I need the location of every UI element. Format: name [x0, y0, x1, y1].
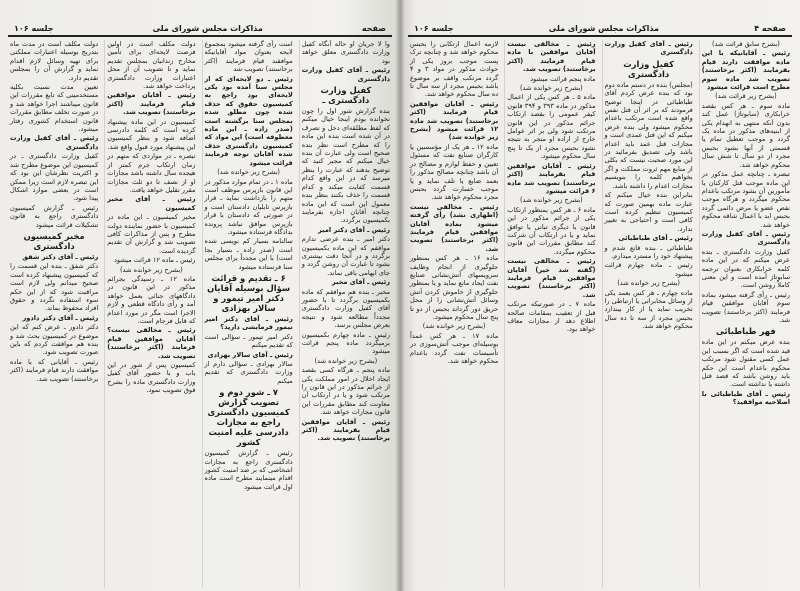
publication-title: مذاکرات مجلس شورای ملی — [548, 24, 659, 33]
reading-note: (بشرح زیر خوانده شد) — [314, 356, 378, 365]
session-number: جلسه ۱۰۶ — [14, 24, 54, 33]
speaker-paragraph: رئیس ـ آقایان موافقین قیام فرمایند (اکثر برخاستند) تصویب شد. — [107, 91, 196, 117]
text-column — [104, 40, 197, 588]
paragraph: طباطبائی ـ بنده قانع شدم و پیشنهاد خود را مسترد میدارم. — [604, 243, 693, 260]
speaker-paragraph: رئیس ـ مخالفی نیست آقایان موافقین با ماده قیام فرمایند (اکثر برخاستند) تصویب شد. — [507, 40, 596, 74]
section-heading: فهر طباطبائی — [716, 326, 776, 337]
paragraph: رئیس ـ گزارش کمیسیون دادگستری راجع به مجازات اشخاصی که بر ضد امنیت کشور اقدام مینمایند مطرح است ماده اول قرائت میشود — [204, 449, 293, 491]
paragraph: کمیسیون در این ماده پیشنهاد کرده است که کلمه دادرسی اضافه شود و بنظر کمیسیون این پیشنهاد مورد قبول واقع شد. — [107, 117, 196, 151]
paragraph: رئیس ـ گزارش کمیسیون دادگستری راجع به قانون تشکیلات قرائت میشود — [10, 203, 99, 229]
paragraph: کمیسیون پس از شور در این باب و با حضور آقای کفیل وزارت دادگستری ماده را بشرح فوق تصویب نمود. — [107, 361, 196, 395]
paragraph: تبصره ـ در مواردی که متهم در زمان ارتکاب جرم کمتر از هیجده سال داشته باشد مجازات او از نصف تا دو ثلث مجازات مقرر تقلیل خواهد یافت. — [107, 152, 196, 194]
section-heading: ۷ ـ شور دوم و تصویب گزارش کمیسیون دادگستری راجع به مجازات دادرسی علیه امنیت کشور — [207, 387, 290, 448]
speaker-paragraph: رئیس ـ آقای کفیل وزارت دادگستری — [701, 229, 790, 247]
speaker-paragraph: رئیس ـ مخالفی نیست؟ آقایان موافقین قیام فرمایند (اکثر برخاستند) تصویب شد. — [107, 326, 196, 360]
speaker-paragraph: رئیس ـ آقایان موافقین قیام فرمایند (اکثر برخاستند) تصویب شد ماده ۱۲ قرائت میشود (بشرح زیر خوانده شد) — [410, 99, 499, 142]
paragraph: دولت مکلف است در اولین فرصت لایحه‌ای برای تأمین مخارج زندانیان بمجلس تقدیم نماید و تا تصویب آن از محل اعتبارات وزارت دادگستری پرداخت خواهد شد. — [107, 40, 196, 91]
paragraph: تبصره ـ چنانچه عمل مذکور در این ماده موجب قتل کارکنان یا مأمورین آن بشود مرتکب باعدام محکوم میگردد و هرگاه موجب نقص عضو یا مرض دائمی گردد بحبس ابد با اعمال شاقه محکوم خواهد شد. — [701, 170, 790, 229]
reading-note: (بشرح زیر خوانده شد) — [519, 196, 583, 205]
paragraph: لازمه اعمال ارتکابی را بحبس محکوم خواهد شد و چنانچه ترک پست موجب بروز یکی از حوادث مذکور در مواد ۳ و ۴ گردد مرتکب واقف بر موضوع باشد بحبس مجرد از سه سال تا ده سال محکوم خواهد شد. — [410, 40, 499, 99]
reading-note: (بشرح زیر قرائت شد) — [715, 92, 777, 101]
speaker-paragraph: رئیس ـ آقای کفیل وزارت دادگستری — [301, 66, 390, 83]
page-fold — [396, 0, 404, 591]
reading-note: (بشرح زیر خوانده شد) — [617, 279, 680, 288]
paragraph: ماده پنجم ـ هرگاه کسی بقصد ایجاد اخلال در امور مملکت یکی از جرائم مذکور در این قانون را مرتکب شود و یا در ارتکاب آن معاونت کند مطابق مقررات این قانون مجازات خواهد شد. — [301, 366, 390, 417]
paragraph: (مجلس) بنده در دستم ماده دوم بود که بنده عرض کردم آقای طباطبائی در اینجا توضیح فرمودند که بر اثر آن قتل نفس واقع شده است مرتکب باعدام محکوم میشود ولی بنده عرض میکنم که این قتل عمدی است و مجازات قتل عمد باید اعدام باشد ولی تصدیق بفرمائید در این مورد صحبت نیست که بکلی از منابع مهم ثروت مملکت و اگر بخواهیم کلمه را بنویسیم مجازات اعدام را داشته باشد. — [604, 80, 693, 190]
speaker-paragraph: رئیس ـ آقایان موافقین قیام بفرمایند (اکثر برخاستند) تصویب شد ماده ۶ قرائت میشود — [507, 161, 596, 195]
paragraph: رئیس ـ ماده چهارم قرائت میشود — [604, 261, 693, 278]
section-heading: کفیل وزارت دادگستری — [623, 58, 675, 79]
speaker-paragraph: رئیس ـ مخالفی نیست (گفته شد خیر) آقایان موافقین قیام فرمایند (اکثر برخاستند) تصویب شد. — [507, 257, 596, 299]
text-columns — [8, 40, 392, 588]
page-number: صفحه ۴ — [754, 24, 786, 33]
text-column — [699, 40, 792, 588]
paragraph: دولت مکلف است در مدت ماه بتدریج بوسیله اعتبارات مملکتی برای تهیه وسائل لازم اقدام نماید و گزارش آن را بمجلس تقدیم دارد. — [10, 40, 99, 82]
paragraph: است رأی گرفته میشود بمجموع لایحه بعنوان مواد آقایانیکه موافقند قیام فرمایند (اکثر برخاستند) تصویب شد — [204, 40, 293, 74]
paragraph: سالار بهزادی ـ سؤالی دارم از وزارت دادگستری که تقدیم میکنم — [204, 360, 293, 385]
paragraph: رئیس ـ ماده ۱۲ قرائت میشود — [113, 256, 196, 265]
speaker-paragraph: رئیس ـ آقای طباطبائی با اصلاحیه موافقید؟ — [701, 389, 790, 407]
paragraph: تعیین مدت نسبت بکلیه مستخدمینی که تابع مقررات این قانون میباشند اجرا خواهد شد و در صورت تخلف مطابق مقررات قانون استخدام کشوری رفتار میشود. — [10, 83, 99, 134]
speaker-paragraph: رئیس ـ آقای طباطبائی — [618, 234, 693, 243]
page-header — [408, 22, 792, 37]
section-heading: ۶ ـ تقدیم و قرائت سؤال بوسیله آقایان دکتر امیر تیمور و سالار بهزادی — [207, 272, 291, 313]
paragraph: ماده ۱۷ ـ هر کس عمداً بوسیله‌ای موجب آتش‌سوزی در تأسیسات نفت گردد باعدام محکوم خواهد شد. — [410, 331, 499, 366]
reading-note: (بشرح زیر خوانده شد) — [422, 322, 486, 331]
paragraph: دکتر شفق ـ بنده این قسمت را که کمیسیون پیشنهاد کرده است صحیح میدانم ولی لازم است مراقبت شود که از این حکم سوء استفاده نگردد و حقوق افراد محفوظ بماند. — [10, 262, 99, 313]
speaker-paragraph: رئیس ـ آقای مخبر — [331, 278, 390, 287]
text-column — [202, 40, 295, 588]
section-heading: کفیل وزارت دادگستری ـ — [320, 85, 372, 106]
paragraph: دکتر امیر ـ بنده عرضی ندارم موافقم که این ماده بکمیسیون برگردد و در آنجا دقت بیشتری بشود تا عبارت آن روشن گردد و جای ابهامی باقی نماند. — [301, 235, 390, 277]
paragraph: ماده ۱ ـ در تمام موارد مذکور در این قانون بازپرس موظف است متهم را بازداشت نماید ـ قرار بازپرس تابلیان دادستان است و در صورتی که دادستان با قرار بازپرس موافق نباشد پرونده بدادگاه فرستاده میشود. — [204, 177, 293, 236]
text-column — [602, 40, 695, 588]
text-column — [408, 40, 500, 588]
paragraph: رئیس ـ آقایانی که با ماده موافقت دارند قیام فرمایند (اکثر برخاستند) تصویب شد. — [10, 357, 99, 383]
paragraph: مخبر کمیسیون ـ این ماده در کمیسیون با حضور نماینده دولت مطرح و پس از مذاکرات کافی تصویب شد و گزارش آن تقدیم گردیده است. — [107, 213, 196, 255]
paragraph: ماده ۶ ـ هر کس بمنظور ارتکاب یکی از جرائم مذکور در این قانون با دیگری تبانی یا توافق نماید و یا در ارتکاب آن شرکت کند مطابق مقررات این قانون محکوم میگردد. — [507, 205, 596, 256]
paragraph: ماده ۱۶ ـ هر کس بمنظور جلوگیری از انجام وظایف سرویسهای آتش‌نشانی صنایع نفت ایجاد مانع نماید و یا بمنظور جلوگیری از خاموش کردن آتش وسائل آتش‌نشانی را از محل حریق دور گرداند بحبس از دو تا پنج سال محکوم میشود. — [410, 254, 499, 321]
text-columns — [408, 40, 792, 588]
speaker-paragraph: رئیس ـ آقای کفیل وزارت دادگستری — [604, 40, 693, 57]
speaker-paragraph: رئیس ـ آقایانیکه با این ماده موافقت دارند قیام بفرمایند (اکثر برخاستند) تصویب شد ماده سوم مطرح است قرائت میشود — [701, 49, 790, 92]
paragraph: رئیس ـ ماده چهارم بکمیسیون برمیگردد ماده پنجم قرائت میشود — [301, 330, 390, 356]
paragraph: دکتر دادور ـ عرض کنم که این موضوع در کمیسیون بحث شد و بنده هم موافقت کردم که باین صورت تصویب شود. — [10, 323, 99, 357]
paragraph: بنابراین بنده خیال میکنم که عبارت ماده بهمین صورت که کمیسیون تنظیم کرده است کافی است و احتیاجی به تغییر ندارد. — [604, 191, 693, 233]
speaker-paragraph: رئیس ـ آقای دکتر دادور — [22, 313, 99, 322]
paragraph: ماده ۱۲ ـ هر یک از مؤسسین یا کارگران صنایع نفت که مسئول تعیین و حفظ لوازم و مصالح در آن باشد چنانچه مصالح مذکور را بعمد ضایع یا تلف نماید و یا موجب خسارت گردد بحبس مجرد محکوم خواهد شد. — [410, 142, 499, 202]
paragraph: کفیل وزارت دادگستری ـ در کمیسیون این موضوع مطرح شد و اکثریت نظرشان این بود که این تبصره لازم است زیرا ممکن است در بعضی موارد اشکال پیدا شود. — [10, 152, 99, 203]
paragraph: ماده پنجم قرائت میشود — [530, 74, 596, 83]
paragraph: دکتر امیر تیمور ـ سؤالی است که تقدیم میکنم — [204, 332, 293, 350]
paragraph: رئیس ـ رأی گرفته میشود بماده سوم آقایان موافقین قیام فرمایند (اکثر برخاستند) تصویب شد. — [701, 290, 790, 324]
speaker-paragraph: رئیس ـ آقای دکتر شفق — [22, 252, 99, 261]
text-column — [299, 40, 392, 588]
right-page — [400, 0, 800, 591]
page-label: صفحه — [361, 24, 386, 33]
speaker-paragraph: رئیس ـ آقای کفیل وزارت دادگستری — [10, 134, 99, 151]
speaker-paragraph: رئیس ـ آقای دکتر امیر — [318, 225, 390, 234]
speaker-paragraph: رئیس ـ آقای مخبر کمیسیون — [107, 195, 196, 212]
paragraph: ماده سوم ـ هر کس بقصد خرابکاری (سابوتاژ) عمل کند بدون آنکه منتهی به انهدام یکی از ابنیه‌های مذکور در ماده یک گردد و موجب تعطیل تمام یا قسمتی از آنها بشود بحبس مجرد از دو سال تا شش سال محکوم خواهد شد. — [701, 101, 790, 169]
session-number: جلسه ۱۰۶ — [414, 24, 454, 33]
speaker-paragraph: رئیس ـ آقای دکتر امیر تیمور فرمایشی دارید؟ — [204, 314, 293, 332]
section-heading: مخبر کمیسیون دادگستری — [23, 230, 85, 251]
paragraph: وا لا جریان او حاله آنگاه کفیل وزارت دادگستری معلق خواهد بود — [301, 40, 390, 65]
paragraph: ماده ۵ ـ هر کس یکی از اعمال مذکور در ماده ۳۹۳ و ۳۹۴ قانون کیفر عمومی را بقصد ارتکاب جرائم مذکور در این قانون مرتکب شود ولی بر اثر عوامل خارج از اراده او منجر به نتیجه نشود بحبس مجرد از یک تا پنج سال محکوم میشود. — [507, 93, 596, 161]
speaker-paragraph: رئیس ـ دو لایحه‌ای که از مجلس سنا آمده بود یکی لایحه‌ای بود راجع به کمیسیون حقوق که حذف شده چون مطلق شده بمجلس سنا برگشته است (صدر زاده ـ این ماده معطوفه است) این مواد که کمیسیون دادگستری حذف شده آقایان توجه فرمایند قرائت میشود — [204, 74, 293, 167]
paragraph: بنده گزارش شور اول را چون نخوانده بودم اینجا خیال میکنم که لفظ مطلقه‌ای دخل و تصرف در آن شده است بنده این ماده را که مطرح است نظر بنده صحیح است ولی عبارت آن بنده خیال میکنم که مجبر کنید که توضیح بدهند که عبارت را بنظر میرسد که در این واقع کدام قسمت کفایت میکند و کدام قسمت را حذف بکنند بنظر بنده معمول این است که این ماده چنانچه آقایان اجازه بفرمایند بکمیسیون برگردد. — [301, 107, 390, 225]
text-column — [8, 40, 100, 588]
paragraph: سالنامه بسیار کم نویسی شده است (صدر زاده ـ بسیار بجا است) با این مجدداً برای مجلس سنا فرستاده میشود — [204, 237, 293, 271]
paragraph: مخبر ـ بنده هم موافقم که ماده بکمیسیون برگردد تا با حضور آقای کفیل وزارت دادگستری مجدداً مطالعه شود و نتیجه بعرض مجلس برسد. — [301, 287, 390, 330]
speaker-paragraph: رئیس ـ آقایان موافقین قیام بفرمایند (اکثر برخاستند) تصویب شد. — [301, 417, 390, 443]
reading-note: (بشرح سابق قرائت شد) — [711, 40, 780, 48]
speaker-paragraph: رئیس ـ آقای سالار بهزادی — [207, 350, 293, 359]
paragraph: کفیل وزارت دادگستری ـ بنده عرض میکنم که در این ماده کلمه خرابکاری بعنوان ترجمه سابوتاژ آمده است و این معنی کاملاً روشن است. — [701, 247, 790, 290]
paragraph: ماده چهارم ـ هر کس بعمد یکی از وسائل مخابراتی یا ارتباطی را تخریب نماید یا از کار بیندازد بحبس مجرد از سه تا ده سال محکوم خواهد شد. — [604, 288, 693, 331]
page-header — [8, 22, 392, 37]
paragraph: بنده عرض میکنم در این ماده قید شده است که اگر بسبب این عمل کسی مقتول شود مرتکب محکوم باعدام است این حکم باید روشن باشد که قصد قتل داشته یا نداشته است. — [701, 338, 790, 389]
reading-note: (بشرح زیر خوانده شد) — [519, 84, 583, 93]
publication-title: مذاکرات مجلس شورای ملی — [152, 24, 263, 33]
reading-note: (بشرح زیر خوانده شد) — [217, 168, 280, 177]
paragraph: ماده ۱۲ ـ رسیدگی بجرائم مذکور در این قانون در دادگاههای جنائی بعمل خواهد آمد و رأی دادگاه قطعی و لازم الاجرا است مگر در مورد اعدام که قابل فرجام است. — [107, 274, 196, 325]
paragraph: ماده ۷ ـ در صورتیکه مرتکب قبل از تعقیب بمقامات صالحه اطلاع دهد از مجازات معاف خواهد بود. — [507, 300, 596, 334]
reading-note: (بشرح زیر خوانده شد) — [119, 265, 183, 274]
text-column — [504, 40, 597, 588]
speaker-paragraph: رئیس ـ مخالفی نیست (اظهاری نشد) رأی گرفته میشود بماده آقایان موافقین قیام فرمایند (اکثر برخاستند) تصویب شد. — [410, 202, 499, 253]
